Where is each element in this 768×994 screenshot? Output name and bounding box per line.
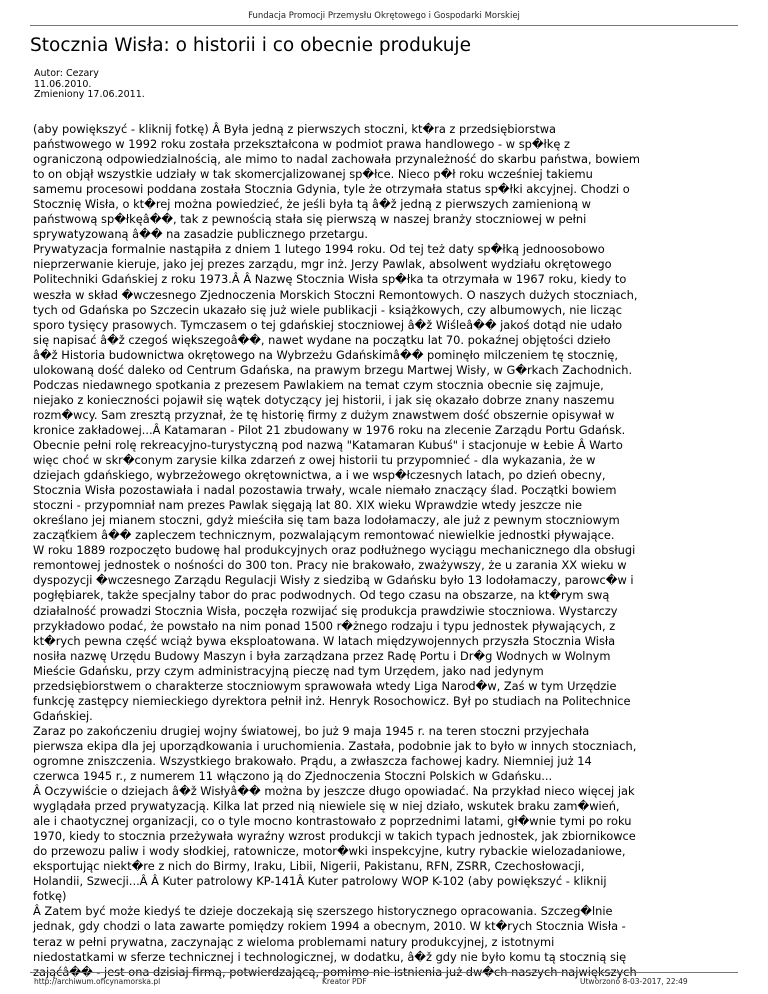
body-line: teraz w pełni prywatna, zaczynając z wieloma problemami natury produkcyjnej, z istotnymi — [33, 934, 555, 949]
body-line: czerwca 1945 r., z numerem 11 włączono ją do Zjednoczenia Stoczni Polskich w Gdańsku... — [33, 769, 553, 784]
body-line: wyglądała przed prywatyzacją. Kilka lat przed nią niewiele się w niej działo, wskutek braku zam�wień, — [33, 799, 620, 814]
body-line: przykładowo podać, że powstało na nim ponad 1500 r�żnego rodzaju i typu jednostek pływających, z — [33, 618, 616, 633]
body-line: Stocznię Wisła, o kt�rej można powiedzieć, że jeśli była tą â�ž jedną z pierwszych zamienioną w — [33, 197, 591, 212]
body-line: Â Zatem być może kiedyś te dzieje doczekają się szerszego historycznego opracowania. Szczeg�lnie — [33, 904, 613, 919]
body-line: niejako z konieczności pojawił się wątek dotyczący jej historii, i jak się okazało dobrze znany naszemu — [33, 392, 615, 407]
author-line: Autor: Cezary — [34, 68, 99, 79]
body-line: Obecnie pełni rolę rekreacyjno-turystyczną pod nazwą "Katamaran Kubuś" i stacjonuje w Łebie Â Warto — [33, 437, 623, 452]
body-line: â�ž Historia budownictwa okrętowego na Wybrzeżu Gdańskimâ�� pominęło milczeniem tę stocznię, — [33, 347, 619, 362]
body-line: rozm�wcy. Sam zresztą przyznał, że tę historię firmy z dużym znawstwem dość obszernie opisywał w — [33, 407, 615, 422]
page-footer — [0, 977, 768, 991]
body-line: stoczni - przypomniał nam prezes Pawlak sięgają lat 80. XIX wieku Wprawdzie wtedy jeszcze nie — [33, 498, 583, 513]
body-line: pierwsza ekipa dla jej uporządkowania i uruchomienia. Zastała, podobnie jak to było w innych stoczniach, — [33, 738, 637, 753]
body-line: nosiła nazwę Urzędu Budowy Maszyn i była zarządzana przez Radę Portu i Dr�g Wodnych w Wolnym — [33, 648, 611, 663]
body-line: sporo tysięcy prasowych. Tymczasem o tej gdańskiej stoczniowej â�ž Wiśleâ�� jakoś dotąd nie udało — [33, 317, 623, 332]
body-line: funkcję zastępcy niemieckiego dyrektora pełnił inż. Henryk Rosochowicz. Był po studiach na Politechnice — [33, 693, 631, 708]
article-meta — [34, 69, 634, 101]
body-line: ale i chaotycznej organizacji, co o tyle mocno kontrastowało z poprzednimi latami, gł�wnie tymi po roku — [33, 814, 632, 829]
body-line: Â Oczywiście o dziejach â�ž Wisłyâ�� można by jeszcze długo opowiadać. Na przykład nieco więcej jak — [33, 784, 635, 799]
footer-generator: Kreator PDF — [322, 977, 367, 986]
body-line: eksportując niekt�re z nich do Birmy, Iraku, Libii, Nigerii, Pakistanu, RFN, ZSRR, Czechosłowacji, — [33, 859, 585, 874]
body-line: 1970, kiedy to stocznia przeżywała wyraźny wzrost produkcji w takich typach jednostek, jak zbiornikowce — [33, 829, 636, 844]
body-line: ograniczoną odpowiedzialnością, ale mimo to nadal zachowała przynależność do skarbu państwa, bowiem — [33, 152, 640, 167]
body-line: to on objął wszystkie udziały w tak skomercjalizowanej sp�łce. Nieco p�ł roku wcześniej takiemu — [33, 167, 593, 182]
body-line: zająćâ�� - jest ona dzisiaj firmą, potwierdzającą, pomimo nie istnienia już dw�ch naszych największych — [33, 964, 637, 979]
body-line: tych od Gdańska po Szczecin ukazało się już wiele publikacji - książkowych, czy albumowych, nie licząc — [33, 302, 623, 317]
body-line: Zaraz po zakończeniu drugiej wojny światowej, bo już 9 maja 1945 r. na teren stoczni przyjechała — [33, 723, 590, 738]
body-line: działalność prowadzi Stocznia Wisła, poczęła rozwijać się produkcja prawdziwie stoczniowa. Wystarczy — [33, 603, 618, 618]
body-line: do przewozu paliw i wody słodkiej, ratownicze, motor�wki inspekcyjne, kutry rybackie wielozadaniowe, — [33, 844, 626, 859]
body-line: fotkę) — [33, 889, 67, 904]
body-line: więc choć w skr�conym zarysie kilka zdarzeń z owej historii tu przypomnieć - dla wykazania, że w — [33, 453, 596, 468]
body-line: weszła w skład �wczesnego Zjednoczenia Morskich Stoczni Remontowych. O naszych dużych stoczniach, — [33, 287, 638, 302]
body-line: państwową sp�łkęâ��, tak z pewnością stała się pierwszą w naszej branży stoczniowej w pełni — [33, 212, 587, 227]
body-line: państwowego w 1992 roku została przekształcona w podmiot prawa handlowego - w sp�łkę z — [33, 137, 570, 152]
body-line: Stocznia Wisła pozostawiała i nadal pozostawia trwały, wcale niemało znaczący ślad. Początki bowiem — [33, 483, 617, 498]
body-line: Gdańskiej. — [33, 708, 93, 723]
body-line: ulokowaną dość daleko od Centrum Gdańska, na prawym brzegu Martwej Wisły, w G�rkach Zachodnich. — [33, 362, 633, 377]
body-line: się napisać â�ž czegoś większegoâ��, nawet wydane na początku lat 70. pokaźnej objętości dzieło — [33, 332, 611, 347]
body-line: Podczas niedawnego spotkania z prezesem Pawlakiem na temat czym stocznia obecnie się zajmuje, — [33, 377, 604, 392]
footer-divider — [30, 972, 738, 973]
body-line: przedsiębiorstwem o charakterze stoczniowym sprawowała wtedy Liga Narod�w, Zaś w tym Urzędzie — [33, 678, 617, 693]
body-line: Mieście Gdańsku, przy czym administracyjną pieczę nad tym Urzędem, jako nad jedynym — [33, 663, 544, 678]
body-line: dyspozycji �wczesnego Zarządu Regulacji Wisły z siedzibą w Gdańsku było 13 lodołamaczy, parowc�w i — [33, 573, 634, 588]
header-divider — [30, 25, 738, 26]
body-line: nieprzerwanie kieruje, jako jej prezes zarządu, mgr inż. Jerzy Pawlak, absolwent wydziału okrętowego — [33, 257, 612, 272]
header-organization: Fundacja Promocji Przemysłu Okrętowego i Gospodarki Morskiej — [248, 11, 520, 21]
body-line: ogromne zniszczenia. Wszystkiego brakowało. Prądu, a zwłaszcza fachowej kadry. Niemniej już 14 — [33, 753, 592, 768]
body-line: niedostatkami w sferze technicznej i technologicznej, w dodatku, â�ž gdy nie było komu tą stocznią się — [33, 949, 627, 964]
body-line: dziejach gdańskiego, wybrzeżowego okrętownictwa, a i we wsp�łczesnych latach, po dzień obecny, — [33, 468, 606, 483]
page-header — [0, 11, 768, 21]
footer-url-link[interactable]: http://archiwum.oficynamorska.pl — [34, 977, 161, 986]
body-line: Prywatyzacja formalnie nastąpiła z dniem 1 lutego 1994 roku. Od tej też daty sp�łką jednoosobowo — [33, 242, 605, 257]
body-line: W roku 1889 rozpoczęto budowę hal produkcyjnych oraz podłużnego wyciągu mechanicznego dla obsługi — [33, 543, 636, 558]
body-line: samemu procesowi poddana została Stocznia Gdynia, tyle że otrzymała status sp�łki akcyjnej. Chodzi o — [33, 182, 630, 197]
body-line: zacząťkiem â�� zapleczem technicznym, pozwalającym remontować niewielkie jednostki pływające. — [33, 528, 615, 543]
footer-created: Utworzono 8-03-2017, 22:49 — [580, 977, 688, 986]
body-line: kronice zakładowej...Â Katamaran - Pilot 21 zbudowany w 1976 roku na zlecenie Zarządu Portu Gdańsk. — [33, 422, 626, 437]
body-line: (aby powiększyć - kliknij fotkę) Â Była jedną z pierwszych stoczni, kt�ra z przedsiębiorstwa — [33, 122, 557, 136]
body-line: pogłębiarek, także specjalny tabor do prac podwodnych. Od tego czasu na obszarze, na kt�rym swą — [33, 588, 610, 603]
body-line: kt�rych pewna część wciąż bywa eksploatowana. W latach międzywojennych przyszła Stocznia Wisła — [33, 633, 616, 648]
body-line: Holandii, Szwecji...Â Â Kuter patrolowy KP-141Â Kuter patrolowy WOP K-102 (aby powiększyć - kliknij — [33, 874, 607, 889]
article-title: Stocznia Wisła: o historii i co obecnie produkuje — [30, 35, 471, 56]
body-line: jednak, gdy chodzi o lata zawarte pomiędzy rokiem 1994 a obecnym, 2010. W kt�rych Stocznia Wisła - — [33, 919, 626, 934]
body-line: sprywatyzowaną â�� na zasadzie publicznego przetargu. — [33, 227, 369, 242]
modified-date: Zmieniony 17.06.2011. — [34, 89, 145, 101]
article-body — [33, 122, 745, 980]
body-line: remontowej jednostek o nośności do 300 ton. Pracy nie brakowało, zważywszy, że u zarania XX wieku w — [33, 558, 627, 573]
body-line: określano jej mianem stoczni, gdyż mieściła się tam baza lodołamaczy, ale już z pewnym stoczniowym — [33, 513, 620, 528]
publish-date: 11.06.2010. — [34, 78, 92, 90]
body-line: Politechniki Gdańskiej z roku 1973.Â Â Nazwę Stocznia Wisła sp�łka ta otrzymała w 1967 roku, kiedy to — [33, 272, 627, 287]
